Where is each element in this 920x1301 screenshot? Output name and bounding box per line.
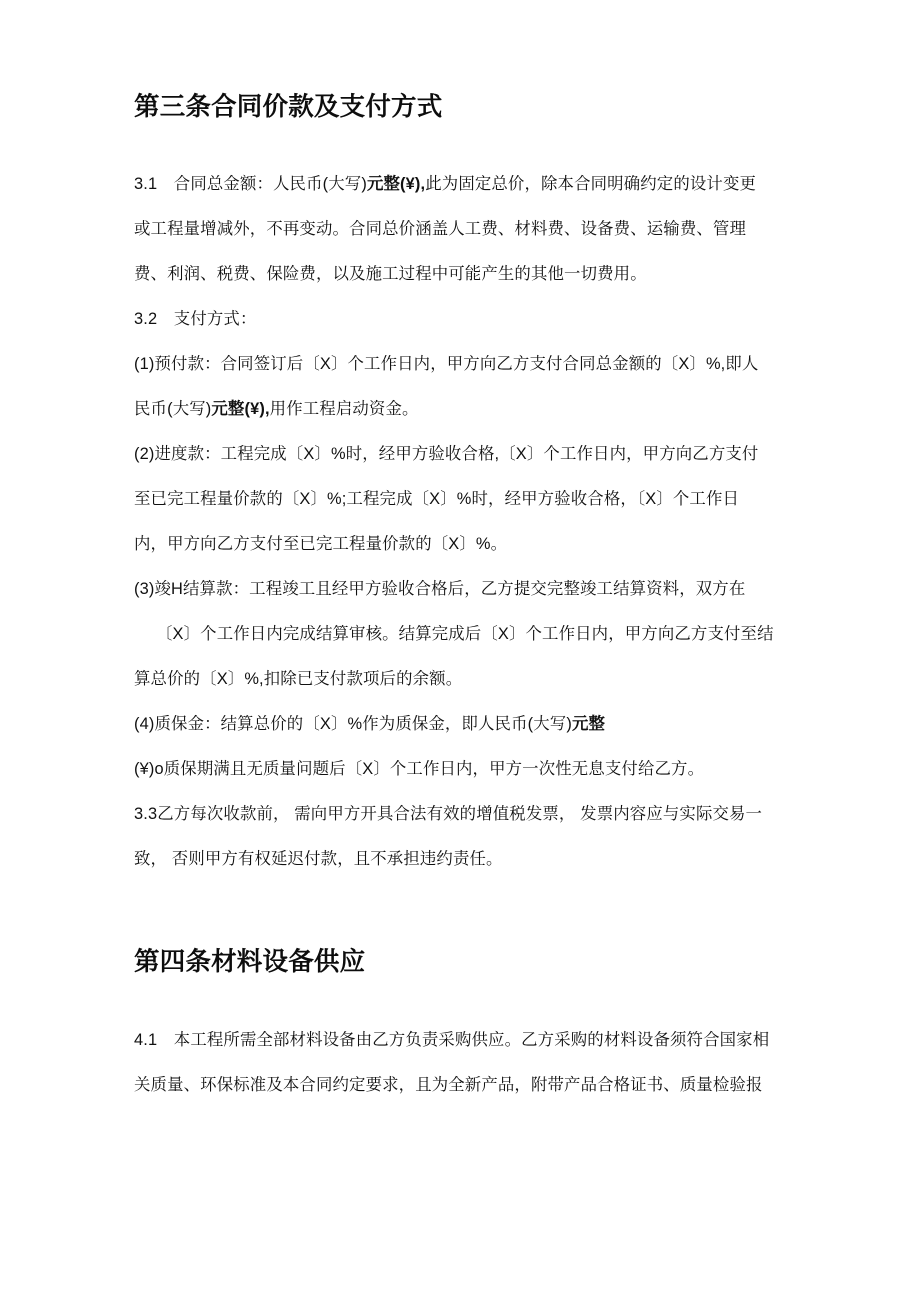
payment-item-3-line-1: (3)竣H结算款：工程竣工且经甲方验收合格后，乙方提交完整竣工结算资料，双方在 [134, 580, 746, 599]
clause-3-3-line-2: 致， 否则甲方有权延迟付款，且不承担违约责任。 [134, 850, 503, 869]
payment-item-1-line-2 [134, 387, 788, 432]
payment-item-4-line-1-bold: 元整 [571, 715, 606, 734]
payment-item-1-line-2-suffix: 用作工程启动资金。 [269, 400, 419, 419]
payment-item-4-line-1 [134, 702, 788, 747]
payment-item-2-line-2: 至已完工程量价款的〔X〕%;工程完成〔X〕%时，经甲方验收合格，〔X〕个工作日 [134, 490, 740, 509]
clause-3-1-line-2: 或工程量增减外，不再变动。合同总价涵盖人工费、材料费、设备费、运输费、管理 [134, 220, 747, 239]
payment-item-3-line-3: 算总价的〔X〕%,扣除已支付款项后的余额。 [134, 670, 463, 689]
spacer [134, 882, 788, 922]
payment-item-3-line-2: 〔X〕个工作日内完成结算审核。结算完成后〔X〕个工作日内，甲方向乙方支付至结 [156, 625, 774, 644]
payment-item-4-line-1-prefix: (4)质保金：结算总价的〔X〕%作为质保金，即人民币(大写) [134, 715, 572, 734]
payment-item-2-line-1: (2)进度款：工程完成〔X〕%时，经甲方验收合格,〔X〕个工作日内，甲方向乙方支付 [134, 445, 759, 464]
payment-item-2-line-3: 内，甲方向乙方支付至已完工程量价款的〔X〕%。 [134, 535, 508, 554]
payment-item-1-line-2-bold: 元整(¥), [211, 400, 270, 419]
clause-3-1-line-1-bold: 元整(¥), [366, 175, 426, 194]
section-3-heading: 第三条合同价款及支付方式 [134, 93, 443, 121]
clause-3-3-line-1: 3.3乙方每次收款前， 需向甲方开具合法有效的增值税发票， 发票内容应与实际交易一 [134, 805, 763, 824]
clause-3-1-line-1-prefix: 3.1 合同总金额：人民币(大写) [134, 175, 367, 194]
clause-3-2-heading: 3.2 支付方式： [134, 310, 257, 329]
clause-3-1-line-1 [134, 162, 788, 207]
payment-item-4-line-2: (¥)o质保期满且无质量问题后〔X〕个工作日内，甲方一次性无息支付给乙方。 [134, 760, 705, 779]
payment-item-1-line-1: (1)预付款：合同签订后〔X〕个工作日内，甲方向乙方支付合同总金额的〔X〕%,即人 [134, 355, 759, 374]
clause-3-1-line-1-suffix: 此为固定总价，除本合同明确约定的设计变更 [425, 175, 757, 194]
spacer [134, 978, 788, 1018]
section-4-heading: 第四条材料设备供应 [134, 948, 366, 977]
clause-4-1-line-1: 4.1 本工程所需全部材料设备由乙方负责采购供应。乙方采购的材料设备须符合国家相 [134, 1030, 770, 1049]
spacer [134, 122, 788, 162]
clause-4-1-line-2: 关质量、环保标准及本合同约定要求，且为全新产品，附带产品合格证书、质量检验报 [134, 1075, 763, 1094]
payment-item-1-line-2-prefix: 民币(大写) [134, 400, 212, 419]
clause-3-1-line-3: 费、利润、税费、保险费，以及施工过程中可能产生的其他一切费用。 [134, 265, 647, 284]
